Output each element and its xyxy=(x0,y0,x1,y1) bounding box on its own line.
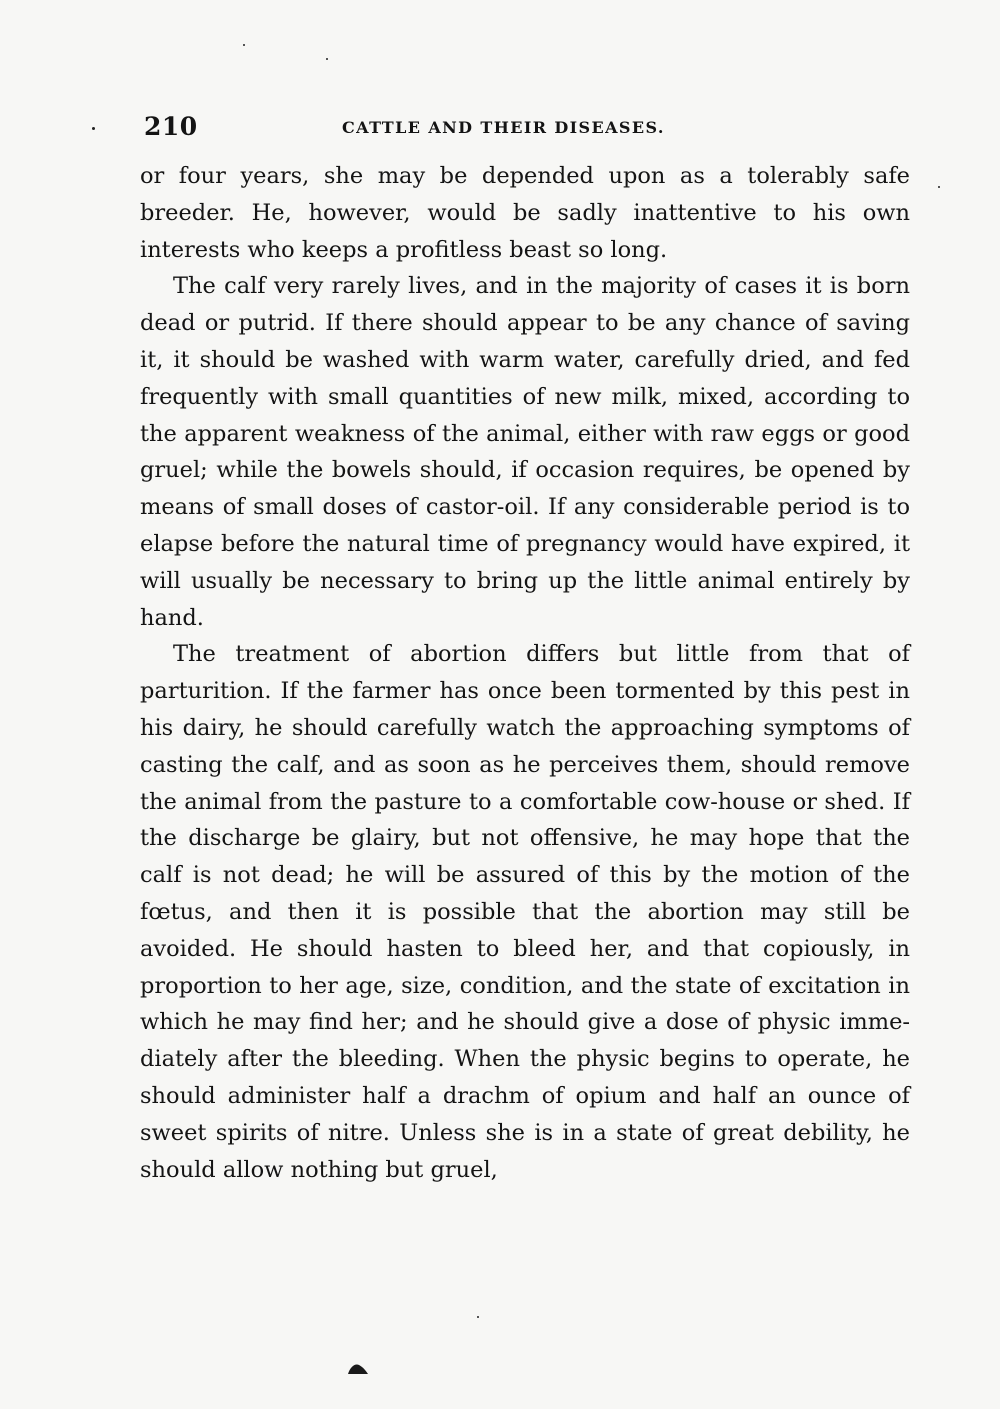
scan-speck xyxy=(243,44,245,46)
page-header xyxy=(144,112,910,144)
paragraph-calf: The calf very rarely lives, and in the majority of cases it is born dead or putrid. If there should appear to be any chance of saving it, it should be washed with warm water, carefully dried, and fed frequently with small quantities of new milk, mixed, according to the apparent weakness of the animal, either with raw eggs or good gruel; while the bowels should, if occasion requires, be opened by means of small doses of castor-oil. If any considerable period is to elapse before the natural time of pregnancy would have expired, it will usually be necessary to bring up the little animal entirely by hand. xyxy=(140,273,910,631)
scan-speck xyxy=(92,127,95,130)
scan-speck xyxy=(477,1316,479,1318)
page-number: 210 xyxy=(144,112,198,141)
running-title: CATTLE AND THEIR DISEASES. xyxy=(342,118,665,137)
printer-ornament xyxy=(347,1362,369,1375)
paragraph-abortion-treatment: The treatment of abortion differs but little from that of parturition. If the farmer has once been tormented by this pest in his dairy, he should carefully watch the approaching symptoms of casting the calf, and as soon as he perceives them, should remove the animal from the pasture to a comfortable cow-house or shed. If the discharge be glairy, but not offensive, he may hope that the calf is not dead; he will be assured of this by the motion of the fœtus, and then it is possible that the abortion may still be avoided. He should hasten to bleed her, and that copiously, in proportion to her age, size, condition, and the state of excitation in which he may find her; and he should give a dose of physic immediately after the bleeding. When the physic begins to operate, he should administer half a drachm of opium and half an ounce of sweet spirits of nitre. Unless she is in a state of great debility, he should allow nothing but gruel, xyxy=(140,641,910,1183)
paragraph-continued: or four years, she may be depended upon as a tolerably safe breeder. He, however, would be sadly inattentive to his own interests who keeps a profitless beast so long. xyxy=(140,163,910,263)
scan-speck xyxy=(326,58,328,60)
scan-speck xyxy=(938,186,940,188)
body-text xyxy=(140,158,910,1188)
